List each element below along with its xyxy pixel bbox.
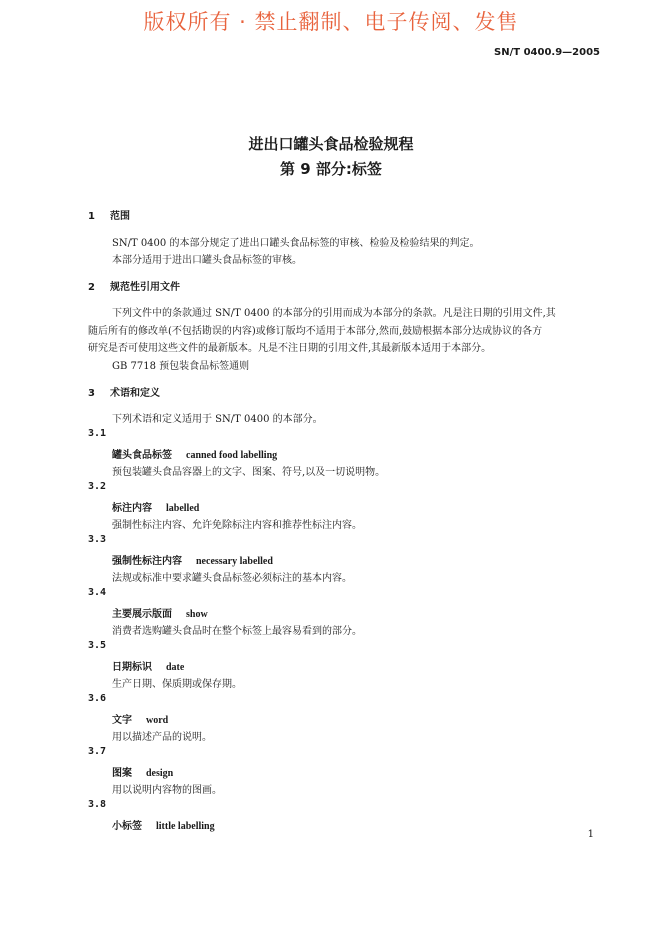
paragraph: 随后所有的修改单(不包括勘误的内容)或修订版均不适用于本部分,然而,鼓励根据本部分达成协议的各方	[88, 326, 543, 337]
watermark-banner: 版权所有 · 禁止翻制、电子传阅、发售	[143, 10, 519, 34]
term-chinese: 强制性标注内容	[112, 556, 182, 567]
term-number: 3.2	[88, 481, 107, 492]
term-entry	[112, 446, 277, 461]
term-definition: 强制性标注内容、允许免除标注内容和推荐性标注内容。	[112, 520, 362, 531]
paragraph: 下列文件中的条款通过 SN/T 0400 的本部分的引用而成为本部分的条款。凡是注日期的引用文件,其	[112, 308, 556, 319]
document-subtitle: 第 9 部分:标签	[280, 160, 382, 178]
term-definition: 用以说明内容物的图画。	[112, 785, 222, 796]
paragraph: 研究是否可使用这些文件的最新版本。凡是不注日期的引用文件,其最新版本适用于本部分。	[88, 343, 492, 354]
term-chinese: 文字	[112, 715, 132, 726]
paragraph: 本部分适用于进出口罐头食品标签的审核。	[112, 255, 302, 266]
term-entry	[112, 711, 168, 726]
term-number: 3.7	[88, 746, 107, 757]
section-title: 范围	[110, 211, 130, 222]
term-entry	[112, 605, 208, 620]
term-chinese: 图案	[112, 768, 132, 779]
section-heading-2	[88, 278, 180, 293]
term-definition: 消费者选购罐头食品时在整个标签上最容易看到的部分。	[112, 626, 362, 637]
term-entry	[112, 499, 199, 514]
term-english: little labelling	[156, 821, 215, 832]
term-entry	[112, 817, 215, 832]
term-chinese: 主要展示版面	[112, 609, 172, 620]
term-number: 3.3	[88, 534, 107, 545]
term-definition: 生产日期、保质期或保存期。	[112, 679, 242, 690]
term-chinese: 标注内容	[112, 503, 152, 514]
term-entry	[112, 764, 173, 779]
document-title: 进出口罐头食品检验规程	[248, 135, 414, 153]
term-number: 3.1	[88, 428, 107, 439]
term-english: labelled	[166, 503, 200, 514]
term-chinese: 日期标识	[112, 662, 152, 673]
paragraph: 下列术语和定义适用于 SN/T 0400 的本部分。	[112, 414, 323, 425]
term-number: 3.6	[88, 693, 107, 704]
section-number: 3	[88, 388, 95, 399]
term-number: 3.5	[88, 640, 107, 651]
term-number: 3.8	[88, 799, 107, 810]
section-number: 2	[88, 282, 95, 293]
term-entry	[112, 658, 184, 673]
section-number: 1	[88, 211, 95, 222]
term-english: canned food labelling	[186, 450, 278, 461]
term-english: design	[146, 768, 174, 779]
term-english: show	[186, 609, 208, 620]
term-chinese: 小标签	[112, 821, 142, 832]
normative-reference: GB 7718 预包装食品标签通则	[112, 361, 250, 372]
term-english: necessary labelled	[196, 556, 273, 567]
term-english: word	[146, 715, 169, 726]
term-entry	[112, 552, 273, 567]
term-number: 3.4	[88, 587, 107, 598]
term-definition: 预包装罐头食品容器上的文字、图案、符号,以及一切说明物。	[112, 467, 386, 478]
paragraph: SN/T 0400 的本部分规定了进出口罐头食品标签的审核、检验及检验结果的判定。	[112, 238, 480, 249]
term-english: date	[166, 662, 185, 673]
page-number: 1	[587, 829, 594, 840]
term-chinese: 罐头食品标签	[112, 450, 172, 461]
term-definition: 法规或标准中要求罐头食品标签必须标注的基本内容。	[112, 573, 352, 584]
section-heading-1	[88, 207, 130, 222]
term-definition: 用以描述产品的说明。	[112, 732, 212, 743]
standard-number: SN/T 0400.9—2005	[494, 47, 600, 58]
section-heading-3	[88, 384, 160, 399]
section-title: 术语和定义	[110, 388, 160, 399]
section-title: 规范性引用文件	[110, 282, 180, 293]
